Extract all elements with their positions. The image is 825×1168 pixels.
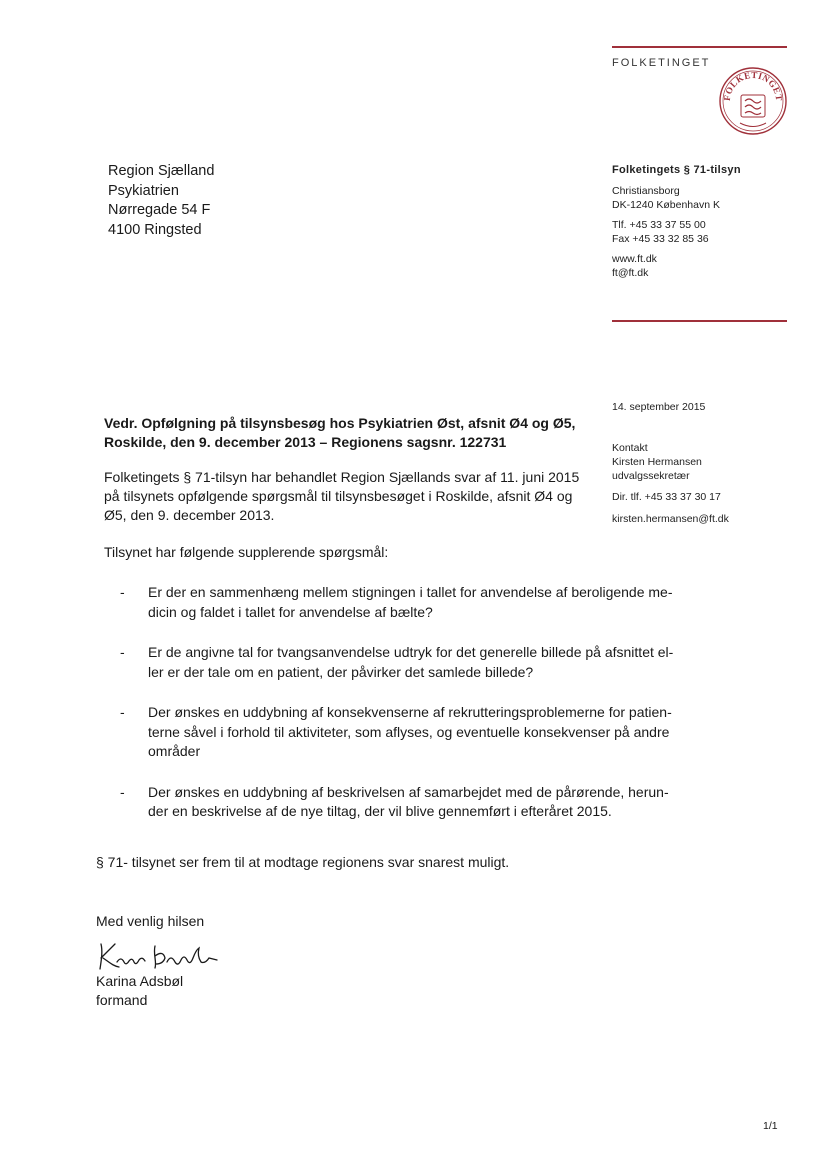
sender-email-link[interactable]: ft@ft.dk <box>612 267 649 279</box>
intro-line: Ø5, den 9. december 2013. <box>104 507 275 523</box>
sender-address-line: DK-1240 København K <box>612 199 720 211</box>
list-item <box>120 783 680 822</box>
parliament-seal-icon <box>718 66 788 136</box>
question-line: dicin og faldet i tallet for anvendelse af bælte? <box>148 603 433 620</box>
svg-text:FOLKETINGET <box>722 70 784 102</box>
letter-date: 14. september 2015 <box>612 401 706 413</box>
sender-address <box>612 184 720 212</box>
recipient-line: Psykiatrien <box>108 182 179 199</box>
bullet-dash: - <box>120 644 125 660</box>
brand-name: FOLKETINGET <box>612 57 711 69</box>
seal-text: FOLKETINGET <box>721 69 785 102</box>
question-line: Der ønskes en uddybning af konsekvenserne af rekrutteringsproblemerne for patien- <box>148 704 672 720</box>
page-number: 1/1 <box>763 1120 778 1132</box>
handwritten-signature-icon <box>95 936 225 974</box>
signatory-name: Karina Adsbøl <box>96 973 184 989</box>
subject-line: Roskilde, den 9. december 2013 – Regionens sagsnr. 122731 <box>104 434 507 450</box>
recipient-line: Region Sjælland <box>108 163 215 179</box>
question-line: Er de angivne tal for tvangsanvendelse udtryk for det generelle billede på afsnittet el- <box>148 644 674 660</box>
question-line: Der ønskes en uddybning af beskrivelsen af samarbejdet med de pårørende, herun- <box>148 783 669 800</box>
bullet-dash: - <box>120 704 125 720</box>
question-line: der en beskrivelse af de nye tiltag, der vil blive gennemført i efteråret 2015. <box>148 803 612 819</box>
sender-divider <box>612 320 787 322</box>
intro-line: på tilsynets opfølgende spørgsmål til tilsynsbesøget i Roskilde, afsnit Ø4 og <box>104 488 573 504</box>
question-line: terne såvel i forhold til aktiviteter, som aflyses, og eventuelle konsekvenser på andre <box>148 723 670 740</box>
signatory-title: formand <box>96 992 148 1008</box>
sender-fax: Fax +45 33 32 85 36 <box>612 233 709 245</box>
top-rule <box>612 46 787 48</box>
sender-online <box>612 252 657 280</box>
contact-direct-phone: Dir. tlf. +45 33 37 30 17 <box>612 491 721 503</box>
bullet-dash: - <box>120 584 125 600</box>
list-item <box>120 703 680 762</box>
letter-subject <box>104 414 584 452</box>
sender-phone: Tlf. +45 33 37 55 00 <box>612 219 706 231</box>
list-item <box>120 583 680 622</box>
question-list <box>120 583 680 843</box>
contact-label: Kontakt <box>612 442 648 454</box>
bullet-dash: - <box>120 783 125 800</box>
contact-email-link[interactable]: kirsten.hermansen@ft.dk <box>612 513 729 525</box>
question-line: Er der en sammenhæng mellem stigningen i tallet for anvendelse af beroligende me- <box>148 584 673 600</box>
recipient-address <box>108 162 214 240</box>
sender-title: Folketingets § 71-tilsyn <box>612 164 741 176</box>
contact-name: Kirsten Hermansen <box>612 456 702 468</box>
greeting: Med venlig hilsen <box>96 913 205 929</box>
intro-line: Folketingets § 71-tilsyn har behandlet Region Sjællands svar af 11. juni 2015 <box>104 469 580 485</box>
sender-web-link[interactable]: www.ft.dk <box>612 253 657 265</box>
question-line: ler er der tale om en patient, der påvirker det samlede billede? <box>148 663 534 680</box>
recipient-line: Nørregade 54 F <box>108 202 211 218</box>
sender-phones <box>612 218 709 246</box>
contact-role: udvalgssekretær <box>612 470 690 482</box>
subject-line: Vedr. Opfølgning på tilsynsbesøg hos Psykiatrien Øst, afsnit Ø4 og Ø5, <box>104 415 576 431</box>
questions-intro: Tilsynet har følgende supplerende spørgsmål: <box>104 544 389 560</box>
recipient-line: 4100 Ringsted <box>108 221 202 238</box>
contact-block <box>612 441 702 483</box>
intro-paragraph <box>104 468 579 525</box>
question-line: områder <box>148 743 201 759</box>
list-item <box>120 643 680 682</box>
sender-address-line: Christiansborg <box>612 185 680 197</box>
closing-paragraph: § 71- tilsynet ser frem til at modtage regionens svar snarest muligt. <box>96 854 510 870</box>
